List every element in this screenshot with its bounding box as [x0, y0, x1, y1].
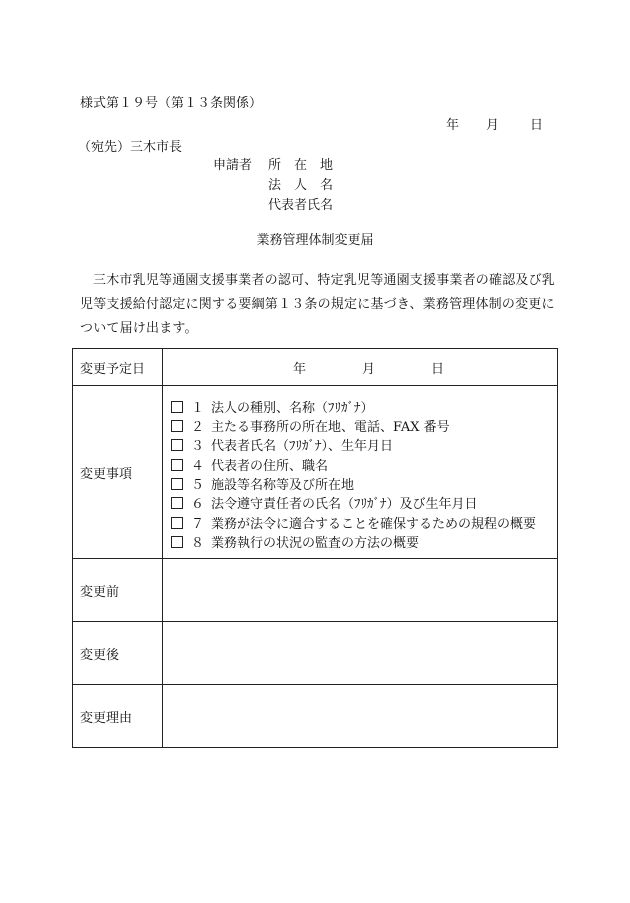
change-items-label: 変更事項	[73, 386, 163, 559]
row-before-change	[73, 559, 558, 622]
change-item-number: ７	[191, 516, 205, 532]
change-date-label: 変更予定日	[73, 349, 163, 386]
addressee: （宛先）三木市長	[78, 140, 183, 155]
date-day-label: 日	[530, 118, 544, 133]
submission-date	[446, 119, 543, 132]
row-change-reason	[73, 685, 558, 748]
change-item	[171, 437, 557, 456]
change-item	[171, 418, 557, 437]
change-item-text: 主たる事務所の所在地、電話、FAX 番号	[211, 420, 450, 436]
date-year-label: 年	[446, 118, 460, 133]
before-change-field[interactable]	[163, 559, 558, 622]
change-item-number: ２	[191, 420, 205, 436]
checkbox[interactable]	[171, 401, 183, 413]
change-item-text: 法令遵守責任者の氏名（ﾌﾘｶﾞﾅ）及び生年月日	[211, 497, 478, 513]
change-item	[171, 515, 557, 534]
change-items-list	[163, 391, 557, 553]
checkbox[interactable]	[171, 478, 183, 490]
body-paragraph: 三木市乳児等通園支援事業者の認可、特定乳児等通園支援事業者の確認及び乳児等支援給付認定に関する要綱第１３条の規定に基づき、業務管理体制の変更について届け出ます。	[80, 273, 556, 336]
applicant-representative-row	[213, 199, 333, 212]
applicant-label: 申請者	[213, 158, 253, 173]
checkbox[interactable]	[171, 497, 183, 509]
change-item-number: ３	[191, 439, 205, 455]
checkbox[interactable]	[171, 459, 183, 471]
after-change-field[interactable]	[163, 622, 558, 685]
change-item-number: ８	[191, 535, 205, 551]
checkbox[interactable]	[171, 517, 183, 529]
change-year-label: 年	[293, 361, 307, 377]
change-item-number: １	[191, 400, 205, 416]
change-form-table	[72, 348, 558, 748]
change-item	[171, 534, 557, 553]
document-title: 業務管理体制変更届	[256, 233, 374, 248]
corporation-name-label: 法 人 名	[268, 178, 334, 193]
change-date-field[interactable]	[163, 349, 558, 386]
change-item-text: 代表者の住所、職名	[211, 458, 329, 474]
applicant-address-row	[213, 159, 333, 172]
change-item	[171, 476, 557, 495]
change-item-number: ５	[191, 478, 205, 493]
checkbox[interactable]	[171, 536, 183, 548]
change-item-text: 業務が法令に適合することを確保するための規程の概要	[211, 516, 537, 532]
change-item-number: ６	[191, 497, 205, 513]
row-after-change	[73, 622, 558, 685]
change-item	[171, 495, 557, 514]
applicant-address-label: 所 在 地	[268, 158, 334, 173]
change-reason-field[interactable]	[163, 685, 558, 748]
change-item-text: 代表者氏名（ﾌﾘｶﾞﾅ）、生年月日	[211, 439, 394, 455]
form-number: 様式第１９号（第１３条関係）	[80, 96, 263, 111]
representative-name-label: 代表者氏名	[268, 198, 334, 213]
change-items-cell	[163, 386, 558, 559]
change-item	[171, 457, 557, 476]
row-change-items	[73, 386, 558, 559]
applicant-corporation-row	[213, 179, 333, 192]
change-item-text: 業務執行の状況の監査の方法の概要	[211, 535, 420, 551]
change-item-number: ４	[191, 458, 205, 474]
row-change-date	[73, 349, 558, 386]
change-day-label: 日	[431, 361, 445, 377]
checkbox[interactable]	[171, 439, 183, 451]
checkbox[interactable]	[171, 420, 183, 432]
change-item	[171, 399, 557, 418]
after-change-label: 変更後	[73, 622, 163, 685]
before-change-label: 変更前	[73, 559, 163, 622]
change-month-label: 月	[362, 361, 376, 377]
date-month-label: 月	[486, 118, 500, 133]
change-item-text: 施設等名称等及び所在地	[211, 478, 355, 493]
change-reason-label: 変更理由	[73, 685, 163, 748]
change-item-text: 法人の種別、名称（ﾌﾘｶﾞﾅ）	[211, 400, 374, 416]
